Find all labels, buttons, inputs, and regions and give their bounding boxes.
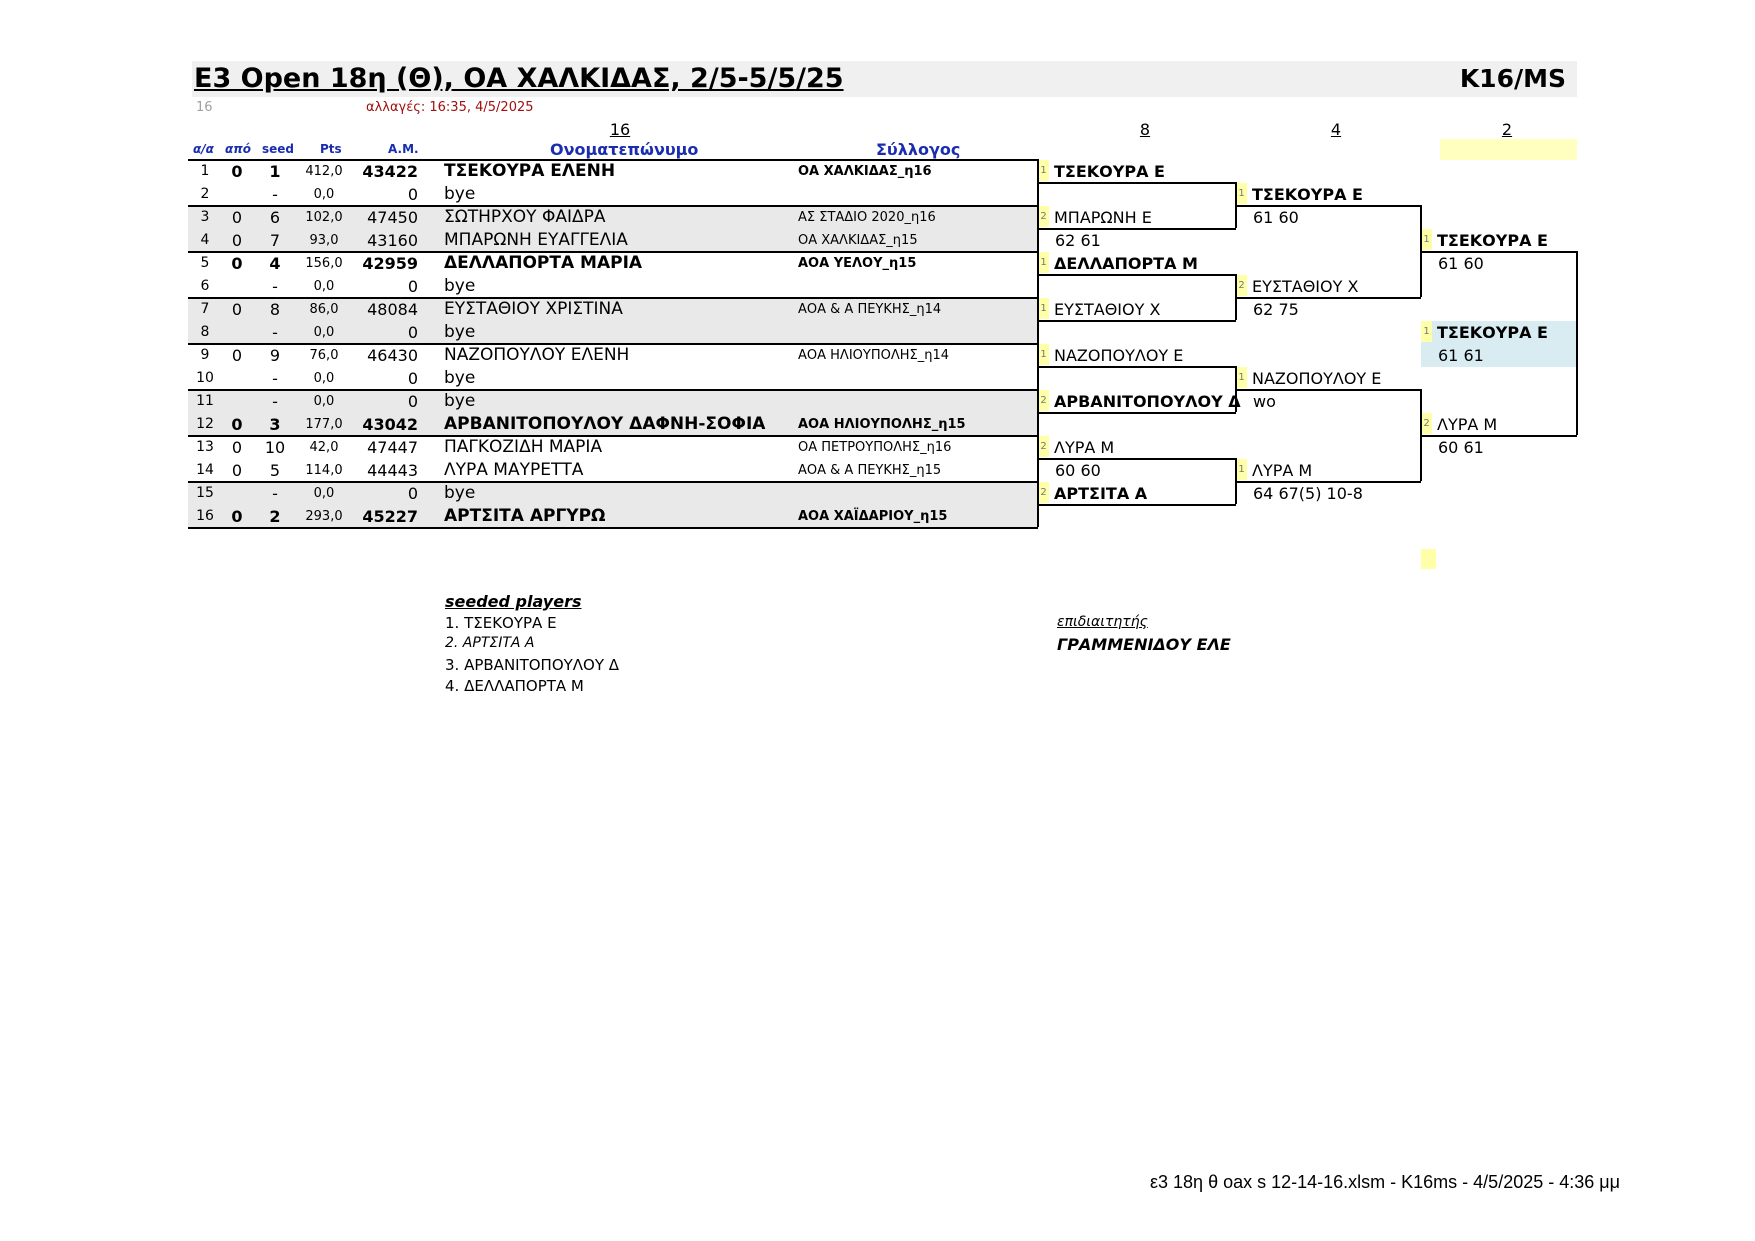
r8-match-line: [1037, 182, 1236, 184]
entry-name: ΑΡΒΑΝΙΤΟΠΟΥΛΟΥ ΔΑΦΝΗ-ΣΟΦΙΑ: [444, 414, 766, 434]
seed-marker: 1: [1038, 344, 1049, 365]
table-row: [188, 229, 1038, 252]
round-header-8: 8: [1139, 120, 1151, 139]
seed-marker: 1: [1421, 321, 1432, 342]
entry-member-id: 44443: [367, 461, 418, 480]
entry-member-id: 47447: [367, 438, 418, 457]
entry-member-id: 0: [407, 484, 418, 503]
draw-pair-line: [188, 435, 1038, 437]
player-name: ΛΥΡΑ Μ: [1252, 461, 1313, 480]
player-name: ΤΣΕΚΟΥΡΑ Ε: [1054, 162, 1165, 181]
entry-member-id: 48084: [367, 300, 418, 319]
table-row: [188, 436, 1038, 459]
entry-name: ΑΡΤΣΙΤΑ ΑΡΓΥΡΩ: [444, 506, 606, 526]
r2-match-line: [1576, 251, 1578, 435]
entry-points: 114,0: [305, 463, 343, 478]
entry-club: ΑΟΑ & Α ΠΕΥΚΗΣ_η14: [798, 302, 942, 317]
entry-number: 1: [200, 163, 210, 179]
r8-match-line: [1037, 412, 1236, 414]
entry-apo: 0: [231, 162, 243, 181]
entry-points: 0,0: [313, 371, 335, 386]
entry-name: ΤΣΕΚΟΥΡΑ ΕΛΕΝΗ: [444, 161, 616, 181]
r4-score-4: 64 67(5) 10-8: [1253, 484, 1363, 503]
r2-match-line: [1421, 435, 1577, 437]
entry-points: 0,0: [313, 279, 335, 294]
round-header-16: 16: [609, 120, 631, 139]
entry-apo: 0: [231, 346, 243, 365]
entry-points: 0,0: [313, 325, 335, 340]
r8-match-line: [1037, 228, 1236, 230]
changes-timestamp: αλλαγές: 16:35, 4/5/2025: [366, 100, 534, 115]
r8-match-line: [1037, 274, 1236, 276]
entry-number: 14: [196, 462, 214, 478]
entry-club: ΑΟΑ ΗΛΙΟΥΠΟΛΗΣ_η15: [798, 417, 966, 432]
seed-marker: 2: [1038, 206, 1049, 227]
entry-seed: 4: [269, 254, 281, 273]
entry-club: ΟΑ ΧΑΛΚΙΔΑΣ_η15: [798, 233, 918, 248]
entry-apo: 0: [231, 231, 243, 250]
seed-marker: 2: [1236, 275, 1247, 296]
entry-member-id: 43160: [367, 231, 418, 250]
referee-name: ΓΡΑΜΜΕΝΙΔΟΥ ΕΛΕ: [1057, 635, 1231, 654]
player-name: ΤΣΕΚΟΥΡΑ Ε: [1437, 323, 1548, 342]
r8-slot-4: [1038, 298, 1160, 321]
draw-pair-line: [188, 251, 1038, 253]
entry-apo: 0: [231, 300, 243, 319]
entry-seed: 8: [269, 300, 281, 319]
entry-apo: 0: [231, 254, 243, 273]
draw-pair-line: [188, 297, 1038, 299]
entry-seed: 9: [269, 346, 281, 365]
table-row: [188, 183, 1038, 206]
r4-match-line: [1236, 481, 1421, 483]
entry-club: ΑΟΑ ΥΕΛΟΥ_η15: [798, 256, 917, 271]
entry-number: 4: [200, 232, 210, 248]
r8-match-line: [1037, 458, 1236, 460]
table-row: [188, 298, 1038, 321]
r4-score-2: 62 75: [1253, 300, 1299, 319]
entry-member-id: 43042: [362, 415, 418, 434]
entry-name: bye: [444, 483, 476, 503]
entry-seed: -: [272, 369, 278, 388]
entry-club: ΑΟΑ ΗΛΙΟΥΠΟΛΗΣ_η14: [798, 348, 949, 363]
entry-name: ΣΩΤΗΡΧΟΥ ΦΑΙΔΡΑ: [444, 207, 606, 227]
r8-slot-7: [1038, 436, 1114, 459]
entry-name: ΔΕΛΛΑΠΟΡΤΑ ΜΑΡΙΑ: [444, 253, 643, 273]
col-header-apo: από: [225, 142, 251, 156]
entry-number: 2: [200, 186, 210, 202]
entry-seed: 7: [269, 231, 281, 250]
final-header-highlight: [1440, 139, 1577, 160]
round-header-4: 4: [1330, 120, 1342, 139]
entry-apo: 0: [231, 438, 243, 457]
draw-pair-line: [188, 205, 1038, 207]
entry-member-id: 0: [407, 369, 418, 388]
seed-marker: 1: [1236, 183, 1247, 204]
entry-member-id: 0: [407, 392, 418, 411]
entry-number: 9: [200, 347, 210, 363]
entry-seed: 2: [269, 507, 281, 526]
entry-points: 86,0: [309, 302, 339, 317]
seed-marker: 1: [1038, 252, 1049, 273]
col-header-aa: α/α: [193, 142, 214, 156]
entry-name: ΜΠΑΡΩΝΗ ΕΥΑΓΓΕΛΙΑ: [444, 230, 628, 250]
r8-match-line: [1037, 366, 1236, 368]
r8-slot-6: [1038, 390, 1241, 413]
r4-slot-4: [1236, 459, 1312, 482]
footer-file-info: ε3 18η θ oax s 12-14-16.xlsm - K16ms - 4/5/2025 - 4:36 μμ: [1150, 1172, 1621, 1192]
r2-match-line: [1421, 251, 1577, 253]
r8-match-line: [1037, 504, 1236, 506]
entry-club: ΑΣ ΣΤΑΔΙΟ 2020_η16: [798, 210, 936, 225]
entry-number: 5: [200, 255, 210, 271]
seed-marker: 2: [1421, 413, 1432, 434]
entry-member-id: 43422: [362, 162, 418, 181]
draw-right-edge: [1037, 159, 1039, 527]
entry-apo: 0: [231, 461, 243, 480]
r4-match-line: [1236, 205, 1421, 207]
player-name: ΛΥΡΑ Μ: [1054, 438, 1115, 457]
r2-score-2: 60 61: [1438, 438, 1484, 457]
entry-name: bye: [444, 368, 476, 388]
r4-slot-3: [1236, 367, 1381, 390]
entry-seed: 1: [269, 162, 281, 181]
draw-pair-line: [188, 389, 1038, 391]
player-name: ΕΥΣΤΑΘΙΟΥ Χ: [1252, 277, 1359, 296]
table-row: [188, 482, 1038, 505]
entry-member-id: 45227: [362, 507, 418, 526]
r2-slot-2: [1421, 413, 1497, 436]
entry-seed: 10: [264, 438, 286, 457]
r4-slot-2: [1236, 275, 1358, 298]
category-label: K16/MS: [1459, 64, 1566, 93]
entry-number: 6: [200, 278, 210, 294]
entry-seed: 5: [269, 461, 281, 480]
entry-points: 177,0: [305, 417, 343, 432]
r8-slot-8: [1038, 482, 1147, 505]
draw-pair-line: [188, 343, 1038, 345]
col-header-pts: Pts: [320, 142, 342, 156]
seed-marker: 1: [1421, 229, 1432, 250]
table-row: [188, 321, 1038, 344]
seed-marker: 2: [1038, 482, 1049, 503]
r8-slot-2: [1038, 206, 1152, 229]
r8-match-line: [1037, 320, 1236, 322]
entry-points: 76,0: [309, 348, 339, 363]
entry-number: 12: [196, 416, 214, 432]
entry-number: 3: [200, 209, 210, 225]
entry-member-id: 0: [407, 277, 418, 296]
entry-number: 16: [196, 508, 214, 524]
entry-points: 293,0: [305, 509, 343, 524]
entry-seed: 3: [269, 415, 281, 434]
r4-score-3: wo: [1253, 392, 1276, 411]
seed-marker: 1: [1236, 459, 1247, 480]
seeded-item-3: 3. ΑΡΒΑΝΙΤΟΠΟΥΛΟΥ Δ: [445, 656, 620, 674]
player-name: ΜΠΑΡΩΝΗ Ε: [1054, 208, 1152, 227]
entry-name: bye: [444, 322, 476, 342]
entry-name: bye: [444, 391, 476, 411]
draw-pair-line: [188, 159, 1038, 161]
r4-slot-1: [1236, 183, 1363, 206]
entry-points: 156,0: [305, 256, 343, 271]
col-header-name: Ονοματεπώνυμο: [550, 140, 699, 159]
col-header-seed: seed: [262, 142, 295, 156]
yellow-marker: [1421, 549, 1436, 569]
player-name: ΑΡΒΑΝΙΤΟΠΟΥΛΟΥ Δ: [1054, 392, 1241, 411]
r4-match-line: [1236, 389, 1421, 391]
draw-size: 16: [196, 100, 213, 115]
winner-slot: [1421, 321, 1548, 344]
player-name: ΛΥΡΑ Μ: [1437, 415, 1498, 434]
seeded-item-1: 1. ΤΣΕΚΟΥΡΑ Ε: [445, 614, 557, 632]
round-header-2: 2: [1501, 120, 1513, 139]
entry-name: ΝΑΖΟΠΟΥΛΟΥ ΕΛΕΝΗ: [444, 345, 630, 365]
entry-name: bye: [444, 276, 476, 296]
entry-points: 0,0: [313, 187, 335, 202]
table-row: [188, 459, 1038, 482]
entry-number: 7: [200, 301, 210, 317]
player-name: ΝΑΖΟΠΟΥΛΟΥ Ε: [1054, 346, 1184, 365]
entry-seed: -: [272, 484, 278, 503]
table-row: [188, 275, 1038, 298]
entry-number: 11: [196, 393, 214, 409]
entry-number: 10: [196, 370, 214, 386]
entry-number: 15: [196, 485, 214, 501]
r8-score-2: 62 61: [1055, 231, 1101, 250]
entry-points: 102,0: [305, 210, 343, 225]
seed-marker: 2: [1038, 436, 1049, 457]
entry-number: 8: [200, 324, 210, 340]
r4-score-1: 61 60: [1253, 208, 1299, 227]
r2-score-1: 61 60: [1438, 254, 1484, 273]
entry-member-id: 42959: [362, 254, 418, 273]
entry-name: ΕΥΣΤΑΘΙΟΥ ΧΡΙΣΤΙΝΑ: [444, 299, 623, 319]
entry-points: 93,0: [309, 233, 339, 248]
draw-pair-line: [188, 481, 1038, 483]
table-row: [188, 160, 1038, 183]
entry-club: ΑΟΑ & Α ΠΕΥΚΗΣ_η15: [798, 463, 942, 478]
entry-member-id: 0: [407, 323, 418, 342]
entry-seed: -: [272, 392, 278, 411]
entry-seed: -: [272, 323, 278, 342]
table-row: [188, 252, 1038, 275]
winner-score: 61 61: [1438, 346, 1484, 365]
table-row: [188, 206, 1038, 229]
entry-apo: 0: [231, 507, 243, 526]
entry-seed: -: [272, 185, 278, 204]
table-row: [188, 344, 1038, 367]
seeded-item-2: 2. ΑΡΤΣΙΤΑ Α: [445, 635, 535, 651]
table-row: [188, 413, 1038, 436]
entry-club: ΑΟΑ ΧΑΪΔΑΡΙΟΥ_η15: [798, 509, 948, 524]
col-header-club: Σύλλογος: [876, 140, 961, 159]
player-name: ΤΣΕΚΟΥΡΑ Ε: [1252, 185, 1363, 204]
player-name: ΤΣΕΚΟΥΡΑ Ε: [1437, 231, 1548, 250]
entry-apo: 0: [231, 208, 243, 227]
entry-seed: -: [272, 277, 278, 296]
entry-apo: 0: [231, 415, 243, 434]
seed-marker: 1: [1236, 367, 1247, 388]
draw-pair-line: [188, 527, 1038, 529]
entry-name: bye: [444, 184, 476, 204]
entry-name: ΛΥΡΑ ΜΑΥΡΕΤΤΑ: [444, 460, 584, 480]
entry-club: ΟΑ ΧΑΛΚΙΔΑΣ_η16: [798, 164, 932, 179]
page-title: Ε3 Open 18η (Θ), ΟΑ ΧΑΛΚΙΔΑΣ, 2/5-5/5/25: [194, 63, 844, 94]
table-row: [188, 390, 1038, 413]
entry-points: 412,0: [305, 164, 343, 179]
player-name: ΔΕΛΛΑΠΟΡΤΑ Μ: [1054, 254, 1198, 273]
player-name: ΕΥΣΤΑΘΙΟΥ Χ: [1054, 300, 1161, 319]
seeded-players-title: seeded players: [445, 592, 582, 611]
table-row: [188, 367, 1038, 390]
referee-label: επιδιαιτητής: [1057, 614, 1148, 630]
entry-club: ΟΑ ΠΕΤΡΟΥΠΟΛΗΣ_η16: [798, 440, 952, 455]
entry-name: ΠΑΓΚΟΖΙΔΗ ΜΑΡΙΑ: [444, 437, 603, 457]
r8-slot-1: [1038, 160, 1165, 183]
entry-member-id: 46430: [367, 346, 418, 365]
table-row: [188, 505, 1038, 528]
player-name: ΝΑΖΟΠΟΥΛΟΥ Ε: [1252, 369, 1382, 388]
entry-number: 13: [196, 439, 214, 455]
r2-slot-1: [1421, 229, 1548, 252]
col-header-am: A.M.: [388, 142, 419, 156]
player-name: ΑΡΤΣΙΤΑ Α: [1054, 484, 1148, 503]
r4-match-line: [1236, 297, 1421, 299]
entry-member-id: 0: [407, 185, 418, 204]
seeded-item-4: 4. ΔΕΛΛΑΠΟΡΤΑ Μ: [445, 677, 584, 695]
entry-seed: 6: [269, 208, 281, 227]
r8-slot-5: [1038, 344, 1183, 367]
entry-member-id: 47450: [367, 208, 418, 227]
seed-marker: 1: [1038, 298, 1049, 319]
r8-slot-3: [1038, 252, 1198, 275]
seed-marker: 2: [1038, 390, 1049, 411]
entry-points: 0,0: [313, 394, 335, 409]
r8-score-7: 60 60: [1055, 461, 1101, 480]
entry-points: 0,0: [313, 486, 335, 501]
entry-points: 42,0: [309, 440, 339, 455]
seed-marker: 1: [1038, 160, 1049, 181]
